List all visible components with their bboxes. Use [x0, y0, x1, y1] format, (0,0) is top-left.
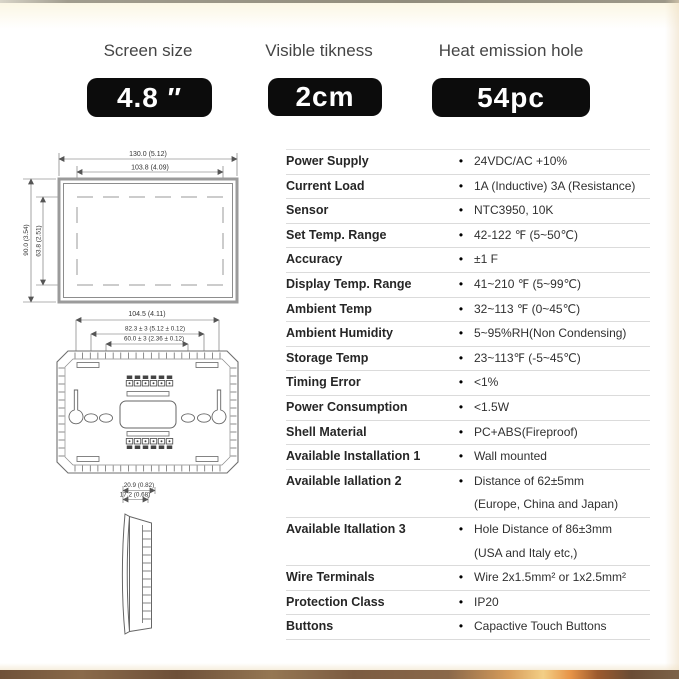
bullet-icon: • — [458, 252, 464, 267]
spec-row — [286, 421, 650, 446]
spec-label: Available Iallation 2 — [286, 473, 402, 488]
spec-value: 1A (Inductive) 3A (Resistance) — [474, 178, 636, 193]
side-view-body — [122, 514, 151, 634]
bullet-icon: • — [458, 594, 464, 609]
spec-table — [286, 149, 650, 640]
spec-value: Capactive Touch Buttons — [474, 619, 607, 634]
spec-row — [286, 322, 650, 347]
spec-value: PC+ABS(Fireproof) — [474, 424, 578, 439]
spec-label: Power Consumption — [286, 399, 408, 414]
dim-back-hole-distance-1: 82.3 ± 3 (5.12 ± 0.12) — [124, 325, 186, 333]
spec-row — [286, 470, 650, 518]
spec-row — [286, 566, 650, 591]
bullet-icon: • — [458, 301, 464, 316]
back-center-window — [120, 401, 176, 428]
top-glow — [0, 3, 679, 29]
spec-row — [286, 150, 650, 175]
spec-label: Available Itallation 3 — [286, 521, 406, 536]
screen-size-label: Screen size — [103, 41, 193, 60]
spec-label: Timing Error — [286, 375, 361, 390]
spec-row — [286, 518, 650, 566]
dim-front-inner-height: 63.8 (2.51) — [35, 225, 43, 257]
bullet-icon: • — [458, 350, 464, 365]
spec-label: Storage Temp — [286, 350, 369, 365]
spec-label: Wire Terminals — [286, 570, 375, 585]
spec-value: Wire 2x1.5mm² or 1x2.5mm² — [474, 570, 627, 585]
bullet-icon: • — [458, 276, 464, 291]
bullet-icon: • — [458, 203, 464, 218]
spec-label: Ambient Temp — [286, 301, 372, 316]
dim-front-inner-width: 103.8 (4.09) — [131, 164, 169, 172]
spec-value: 24VDC/AC +10% — [474, 154, 568, 168]
dim-side-depth-inner: 17.2 (0.68) — [119, 491, 151, 499]
dim-front-outer-width: 130.0 (5.12) — [129, 151, 167, 158]
spec-label: Power Supply — [286, 154, 369, 168]
dim-back-hole-distance-2: 60.0 ± 3 (2.36 ± 0.12) — [123, 335, 185, 343]
bullet-icon: • — [458, 154, 464, 168]
bullet-icon: • — [458, 326, 464, 341]
spec-label: Current Load — [286, 178, 365, 193]
bullet-icon: • — [458, 227, 464, 242]
spec-value: <1% — [474, 375, 499, 390]
spec-value: 41~210 ℉ (5~99℃) — [474, 276, 581, 291]
spec-value: <1.5W — [474, 399, 510, 414]
heat-emission-label: Heat emission hole — [438, 41, 584, 60]
spec-row — [286, 175, 650, 200]
spec-value: Wall mounted — [474, 449, 547, 464]
back-view-body — [57, 351, 238, 473]
spec-value: 42-122 ℉ (5~50℃) — [474, 227, 578, 242]
spec-row — [286, 298, 650, 323]
spec-value: Distance of 62±5mm (Europe, China and Japan) — [474, 473, 619, 512]
spec-row — [286, 224, 650, 249]
visible-thickness-label: Visible tikness — [265, 41, 373, 60]
heat-emission-badge: 54pc — [432, 78, 590, 117]
spec-row — [286, 347, 650, 372]
spec-value: 23~113℉ (-5~45℃) — [474, 350, 581, 365]
bullet-icon: • — [458, 399, 464, 414]
dim-side-depth-outer: 20.9 (0.82) — [123, 482, 155, 489]
screen-size-badge: 4.8 ″ — [87, 78, 212, 117]
spec-row — [286, 199, 650, 224]
spec-row — [286, 248, 650, 273]
bullet-icon: • — [458, 521, 464, 536]
spec-value: NTC3950, 10K — [474, 203, 554, 218]
dim-front-outer-height: 90.0 (3.54) — [23, 224, 30, 256]
spec-label: Shell Material — [286, 424, 367, 439]
right-edge-tint — [665, 0, 679, 679]
spec-row — [286, 615, 650, 640]
spec-value: ±1 F — [474, 252, 498, 267]
spec-label: Buttons — [286, 619, 334, 634]
terminal-bar-top — [127, 392, 169, 397]
bullet-icon: • — [458, 619, 464, 634]
bullet-icon: • — [458, 449, 464, 464]
spec-value: 5~95%RH(Non Condensing) — [474, 326, 627, 341]
dim-back-body-width: 104.5 (4.11) — [128, 311, 166, 318]
spec-row — [286, 371, 650, 396]
spec-label: Accuracy — [286, 252, 343, 267]
wood-table-edge — [0, 670, 679, 679]
spec-row — [286, 445, 650, 470]
spec-row — [286, 273, 650, 298]
spec-row — [286, 591, 650, 616]
bullet-icon: • — [458, 570, 464, 585]
spec-value: 32~113 ℉ (0~45℃) — [474, 301, 581, 316]
bullet-icon: • — [458, 424, 464, 439]
spec-row — [286, 396, 650, 421]
spec-label: Protection Class — [286, 594, 385, 609]
technical-drawings — [15, 140, 285, 655]
spec-value: IP20 — [474, 594, 499, 609]
bullet-icon: • — [458, 178, 464, 193]
visible-thickness-badge: 2cm — [268, 78, 382, 116]
bottom-glow — [0, 663, 679, 670]
spec-value: Hole Distance of 86±3mm (USA and Italy etc,) — [474, 521, 612, 560]
terminal-bar-bottom — [127, 432, 169, 437]
spec-label: Set Temp. Range — [286, 227, 387, 242]
bullet-icon: • — [458, 473, 464, 488]
spec-label: Sensor — [286, 203, 329, 218]
spec-label: Available Installation 1 — [286, 449, 421, 464]
drawing-canvas — [15, 140, 285, 650]
spec-label: Display Temp. Range — [286, 276, 412, 291]
spec-label: Ambient Humidity — [286, 326, 393, 341]
bullet-icon: • — [458, 375, 464, 390]
